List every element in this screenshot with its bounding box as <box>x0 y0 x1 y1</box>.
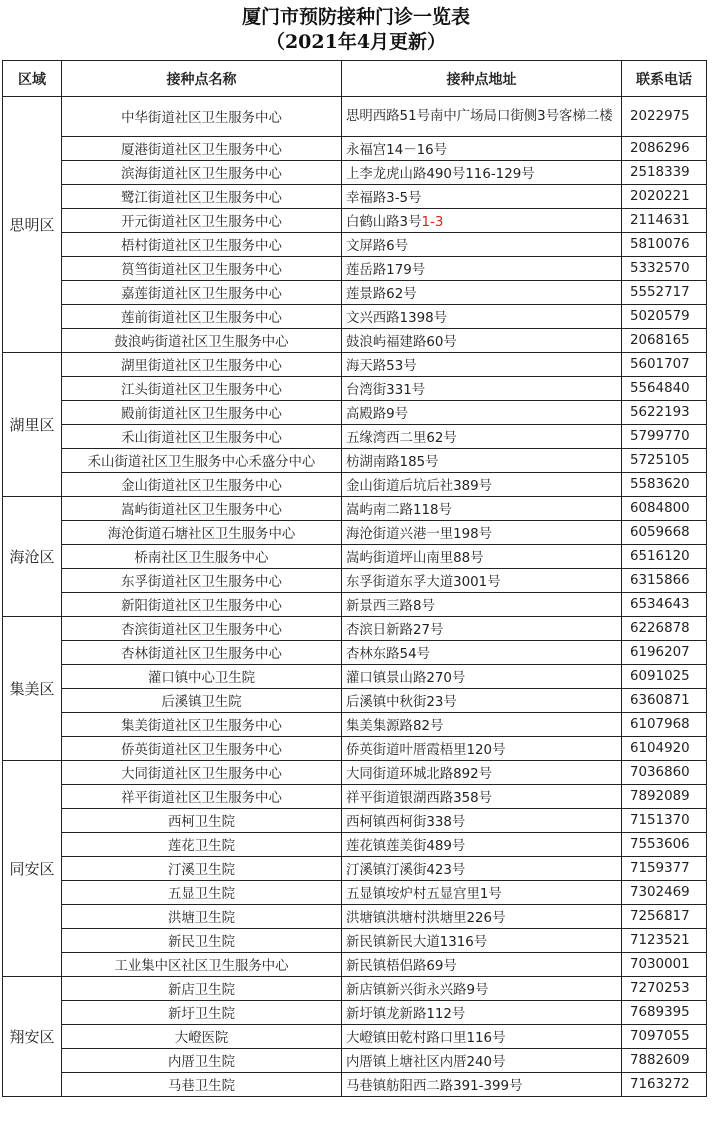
clinic-address-cell: 思明西路51号南中广场局口街侧3号客梯二楼 <box>342 97 622 137</box>
table-row <box>3 641 707 665</box>
clinic-address-cell: 大嶝镇田乾村路口里116号 <box>342 1025 622 1049</box>
clinic-name-cell: 滨海街道社区卫生服务中心 <box>62 161 342 185</box>
phone-cell: 7302469 <box>622 881 707 905</box>
clinic-address-cell: 嵩屿街道坪山南里88号 <box>342 545 622 569</box>
table-row <box>3 329 707 353</box>
phone-cell: 7256817 <box>622 905 707 929</box>
phone-cell: 5020579 <box>622 305 707 329</box>
clinic-address-cell: 杏滨日新路27号 <box>342 617 622 641</box>
clinic-address-cell: 海沧街道兴港一里198号 <box>342 521 622 545</box>
clinic-address-cell: 莲景路62号 <box>342 281 622 305</box>
phone-cell: 5583620 <box>622 473 707 497</box>
phone-cell: 5725105 <box>622 449 707 473</box>
clinic-name-cell: 东孚街道社区卫生服务中心 <box>62 569 342 593</box>
clinic-name-cell: 海沧街道石塘社区卫生服务中心 <box>62 521 342 545</box>
table-row <box>3 809 707 833</box>
clinic-address-cell: 新圩镇龙新路112号 <box>342 1001 622 1025</box>
clinic-name-cell: 新店卫生院 <box>62 977 342 1001</box>
phone-cell: 2020221 <box>622 185 707 209</box>
clinic-address-cell: 枋湖南路185号 <box>342 449 622 473</box>
clinic-name-cell: 工业集中区社区卫生服务中心 <box>62 953 342 977</box>
table-row <box>3 209 707 233</box>
table-row <box>3 473 707 497</box>
table-row <box>3 521 707 545</box>
phone-cell: 7163272 <box>622 1073 707 1097</box>
clinic-address-cell: 台湾街331号 <box>342 377 622 401</box>
phone-cell: 7123521 <box>622 929 707 953</box>
phone-cell: 5552717 <box>622 281 707 305</box>
table-row <box>3 137 707 161</box>
clinic-address-cell: 洪塘镇洪塘村洪塘里226号 <box>342 905 622 929</box>
clinic-address-cell: 永福宫14－16号 <box>342 137 622 161</box>
phone-cell: 5601707 <box>622 353 707 377</box>
table-row <box>3 545 707 569</box>
clinic-address-cell: 幸福路3-5号 <box>342 185 622 209</box>
table-row <box>3 593 707 617</box>
clinic-name-cell: 鹭江街道社区卫生服务中心 <box>62 185 342 209</box>
phone-cell: 7097055 <box>622 1025 707 1049</box>
clinic-name-cell: 桥南社区卫生服务中心 <box>62 545 342 569</box>
clinic-name-cell: 祥平街道社区卫生服务中心 <box>62 785 342 809</box>
phone-cell: 6315866 <box>622 569 707 593</box>
table-row <box>3 257 707 281</box>
phone-cell: 7036860 <box>622 761 707 785</box>
clinic-name-cell: 筼筜街道社区卫生服务中心 <box>62 257 342 281</box>
header-name: 接种点名称 <box>62 61 342 97</box>
clinic-name-cell: 嘉莲街道社区卫生服务中心 <box>62 281 342 305</box>
table-row <box>3 449 707 473</box>
phone-cell: 2022975 <box>622 97 707 137</box>
table-row <box>3 233 707 257</box>
table-row <box>3 569 707 593</box>
phone-cell: 6107968 <box>622 713 707 737</box>
clinic-name-cell: 新圩卫生院 <box>62 1001 342 1025</box>
table-row <box>3 401 707 425</box>
clinic-address-cell: 文兴西路1398号 <box>342 305 622 329</box>
table-row <box>3 617 707 641</box>
table-row <box>3 881 707 905</box>
page-title-block <box>0 0 712 60</box>
clinic-name-cell: 灌口镇中心卫生院 <box>62 665 342 689</box>
header-district: 区域 <box>3 61 62 97</box>
header-phone: 联系电话 <box>622 61 707 97</box>
phone-cell: 7270253 <box>622 977 707 1001</box>
district-cell: 湖里区 <box>3 353 62 497</box>
phone-cell: 2114631 <box>622 209 707 233</box>
clinic-address-cell: 大同街道环城北路892号 <box>342 761 622 785</box>
clinic-address-cell: 集美集源路82号 <box>342 713 622 737</box>
table-row <box>3 905 707 929</box>
phone-cell: 7151370 <box>622 809 707 833</box>
table-row <box>3 761 707 785</box>
phone-cell: 5810076 <box>622 233 707 257</box>
clinic-name-cell: 集美街道社区卫生服务中心 <box>62 713 342 737</box>
phone-cell: 6516120 <box>622 545 707 569</box>
phone-cell: 6196207 <box>622 641 707 665</box>
clinic-address-cell: 后溪镇中秋街23号 <box>342 689 622 713</box>
clinic-address-cell: 祥平街道银湖西路358号 <box>342 785 622 809</box>
clinic-address-cell: 西柯镇西柯街338号 <box>342 809 622 833</box>
table-row <box>3 425 707 449</box>
clinic-name-cell: 殿前街道社区卫生服务中心 <box>62 401 342 425</box>
table-row <box>3 1025 707 1049</box>
table-row <box>3 1049 707 1073</box>
clinic-address-cell: 灌口镇景山路270号 <box>342 665 622 689</box>
phone-cell: 6360871 <box>622 689 707 713</box>
clinic-address-cell: 五缘湾西二里62号 <box>342 425 622 449</box>
address-text: 白鹤山路3号 <box>346 215 422 230</box>
table-row <box>3 185 707 209</box>
phone-cell: 2068165 <box>622 329 707 353</box>
table-row <box>3 377 707 401</box>
phone-cell: 7689395 <box>622 1001 707 1025</box>
table-row <box>3 281 707 305</box>
district-cell: 思明区 <box>3 97 62 353</box>
table-row <box>3 497 707 521</box>
district-cell: 同安区 <box>3 761 62 977</box>
phone-cell: 6059668 <box>622 521 707 545</box>
clinic-address-cell: 马巷镇舫阳西二路391-399号 <box>342 1073 622 1097</box>
phone-cell: 2518339 <box>622 161 707 185</box>
clinic-name-cell: 禾山街道社区卫生服务中心禾盛分中心 <box>62 449 342 473</box>
clinic-address-cell: 新民镇梧侣路69号 <box>342 953 622 977</box>
phone-cell: 6534643 <box>622 593 707 617</box>
clinic-name-cell: 洪塘卫生院 <box>62 905 342 929</box>
phone-cell: 6104920 <box>622 737 707 761</box>
clinic-name-cell: 中华街道社区卫生服务中心 <box>62 97 342 137</box>
clinic-name-cell: 江头街道社区卫生服务中心 <box>62 377 342 401</box>
table-row <box>3 689 707 713</box>
clinic-table <box>2 60 707 1097</box>
phone-cell: 7030001 <box>622 953 707 977</box>
clinic-address-cell: 杏林东路54号 <box>342 641 622 665</box>
phone-cell: 7892089 <box>622 785 707 809</box>
clinic-name-cell: 大同街道社区卫生服务中心 <box>62 761 342 785</box>
clinic-name-cell: 马巷卫生院 <box>62 1073 342 1097</box>
phone-cell: 7882609 <box>622 1049 707 1073</box>
clinic-name-cell: 汀溪卫生院 <box>62 857 342 881</box>
clinic-name-cell: 五显卫生院 <box>62 881 342 905</box>
clinic-name-cell: 梧村街道社区卫生服务中心 <box>62 233 342 257</box>
clinic-address-cell: 新店镇新兴街永兴路9号 <box>342 977 622 1001</box>
clinic-name-cell: 新民卫生院 <box>62 929 342 953</box>
clinic-address-cell: 汀溪镇汀溪街423号 <box>342 857 622 881</box>
table-header-row <box>3 61 707 97</box>
clinic-name-cell: 开元街道社区卫生服务中心 <box>62 209 342 233</box>
header-address: 接种点地址 <box>342 61 622 97</box>
clinic-address-cell: 上李龙虎山路490号116-129号 <box>342 161 622 185</box>
phone-cell: 7159377 <box>622 857 707 881</box>
table-row <box>3 1073 707 1097</box>
clinic-address-cell: 莲花镇莲美街489号 <box>342 833 622 857</box>
clinic-address-cell: 内厝镇上塘社区内厝240号 <box>342 1049 622 1073</box>
clinic-name-cell: 禾山街道社区卫生服务中心 <box>62 425 342 449</box>
clinic-address-cell: 文屏路6号 <box>342 233 622 257</box>
phone-cell: 5564840 <box>622 377 707 401</box>
table-row <box>3 953 707 977</box>
table-row <box>3 161 707 185</box>
phone-cell: 6091025 <box>622 665 707 689</box>
table-row <box>3 97 707 137</box>
clinic-name-cell: 西柯卫生院 <box>62 809 342 833</box>
clinic-name-cell: 杏林街道社区卫生服务中心 <box>62 641 342 665</box>
table-row <box>3 665 707 689</box>
clinic-name-cell: 厦港街道社区卫生服务中心 <box>62 137 342 161</box>
clinic-name-cell: 杏滨街道社区卫生服务中心 <box>62 617 342 641</box>
clinic-name-cell: 金山街道社区卫生服务中心 <box>62 473 342 497</box>
phone-cell: 5332570 <box>622 257 707 281</box>
table-row <box>3 1001 707 1025</box>
phone-cell: 5799770 <box>622 425 707 449</box>
table-row <box>3 305 707 329</box>
table-row <box>3 713 707 737</box>
clinic-address-cell: 五显镇垵炉村五显宫里1号 <box>342 881 622 905</box>
phone-cell: 7553606 <box>622 833 707 857</box>
clinic-address-cell: 高殿路9号 <box>342 401 622 425</box>
clinic-address-cell: 海天路53号 <box>342 353 622 377</box>
table-row <box>3 737 707 761</box>
table-row <box>3 353 707 377</box>
clinic-name-cell: 鼓浪屿街道社区卫生服务中心 <box>62 329 342 353</box>
table-row <box>3 977 707 1001</box>
table-row <box>3 929 707 953</box>
clinic-name-cell: 内厝卫生院 <box>62 1049 342 1073</box>
clinic-address-cell: 侨英街道叶厝霞梧里120号 <box>342 737 622 761</box>
clinic-name-cell: 大嶝医院 <box>62 1025 342 1049</box>
clinic-address-cell: 新民镇新民大道1316号 <box>342 929 622 953</box>
clinic-address-cell: 嵩屿南二路118号 <box>342 497 622 521</box>
clinic-name-cell: 莲前街道社区卫生服务中心 <box>62 305 342 329</box>
clinic-name-cell: 后溪镇卫生院 <box>62 689 342 713</box>
district-cell: 集美区 <box>3 617 62 761</box>
clinic-address-cell: 莲岳路179号 <box>342 257 622 281</box>
address-highlight: 1-3 <box>421 215 444 230</box>
phone-cell: 2086296 <box>622 137 707 161</box>
clinic-address-cell: 新景西三路8号 <box>342 593 622 617</box>
district-cell: 翔安区 <box>3 977 62 1097</box>
clinic-name-cell: 嵩屿街道社区卫生服务中心 <box>62 497 342 521</box>
page-subtitle: （2021年4月更新） <box>265 31 447 53</box>
district-cell: 海沧区 <box>3 497 62 617</box>
table-body <box>3 97 707 1097</box>
clinic-address-cell <box>342 209 622 233</box>
phone-cell: 6084800 <box>622 497 707 521</box>
page-title: 厦门市预防接种门诊一览表 <box>241 6 470 28</box>
clinic-name-cell: 莲花卫生院 <box>62 833 342 857</box>
table-row <box>3 833 707 857</box>
clinic-address-cell: 东孚街道东孚大道3001号 <box>342 569 622 593</box>
clinic-name-cell: 湖里街道社区卫生服务中心 <box>62 353 342 377</box>
phone-cell: 5622193 <box>622 401 707 425</box>
table-row <box>3 785 707 809</box>
clinic-name-cell: 侨英街道社区卫生服务中心 <box>62 737 342 761</box>
table-row <box>3 857 707 881</box>
clinic-address-cell: 金山街道后坑后社389号 <box>342 473 622 497</box>
clinic-address-cell: 鼓浪屿福建路60号 <box>342 329 622 353</box>
clinic-name-cell: 新阳街道社区卫生服务中心 <box>62 593 342 617</box>
phone-cell: 6226878 <box>622 617 707 641</box>
